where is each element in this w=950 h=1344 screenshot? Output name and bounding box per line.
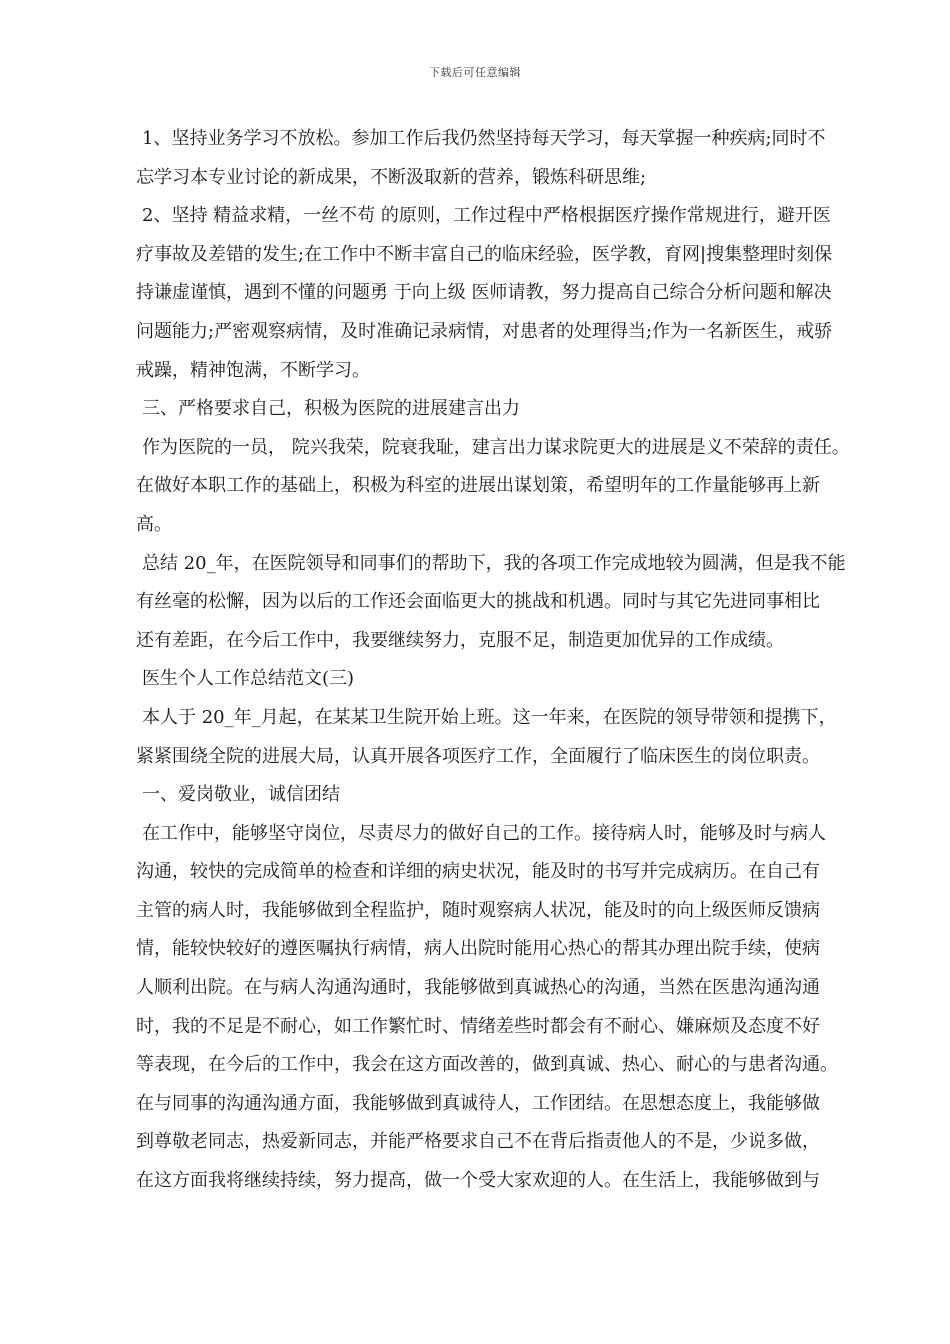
text-line: 还有差距，在今后工作中，我要继续努力，克服不足，制造更加优异的工作成绩。 [136, 629, 784, 651]
text-line: 1、坚持业务学习不放松。参加工作后我仍然坚持每天学习，每天掌握一种疾病;同时不 [142, 128, 826, 149]
text-line: 在工作中，能够坚守岗位，尽责尽力的做好自己的工作。接待病人时，能够及时与病人 [142, 822, 826, 844]
text-line: 在这方面我将继续持续，努力提高，做一个受大家欢迎的人。在生活上，我能够做到与 [136, 1170, 820, 1192]
text-line: 在做好本职工作的基础上，积极为科室的进展出谋划策，希望明年的工作量能够再上新 [136, 475, 820, 497]
text-line: 疗事故及差错的发生;在工作中不断丰富自己的临床经验，医学教，育网|搜集整理时刻保 [136, 243, 833, 265]
text-line: 等表现，在今后的工作中，我会在这方面改善的，做到真诚、热心、耐心的与患者沟通。 [136, 1054, 838, 1076]
text-line: 有丝毫的松懈，因为以后的工作还会面临更大的挑战和机遇。同时与其它先进同事相比 [136, 591, 820, 613]
text-line: 戒躁，精神饱满，不断学习。 [136, 359, 370, 381]
text-line: 在与同事的沟通沟通方面，我能够做到真诚待人，工作团结。在思想态度上，我能够做 [136, 1092, 820, 1114]
text-line: 情，能较快较好的遵医嘱执行病情，病人出院时能用心热心的帮其办理出院手续，使病 [136, 938, 820, 960]
text-line: 忘学习本专业讨论的新成果，不断汲取新的营养，锻炼科研思维; [136, 166, 647, 188]
text-line: 总结 20_年，在医院领导和同事们的帮助下，我的各项工作完成地较为圆满，但是我不能 [142, 552, 846, 574]
text-line: 高。 [136, 513, 172, 535]
text-line: 时，我的不足是不耐心，如工作繁忙时、情绪差些时都会有不耐心、嫌麻烦及态度不好 [136, 1015, 820, 1037]
text-line: 本人于 20_年_月起，在某某卫生院开始上班。这一年来，在医院的领导带领和提携下， [142, 706, 837, 728]
text-line: 到尊敬老同志，热爱新同志，并能严格要求自己不在背后指责他人的不是，少说多做， [136, 1131, 820, 1153]
page-header: 下载后可任意编辑 [429, 66, 521, 79]
text-line: 沟通，较快的完成简单的检查和详细的病史状况，能及时的书写并完成病历。在自己有 [136, 861, 820, 883]
text-line: 人顺利出院。在与病人沟通沟通时，我能够做到真诚热心的沟通，当然在医患沟通沟通 [136, 977, 820, 999]
text-line: 医生个人工作总结范文(三) [142, 668, 355, 690]
text-line: 紧紧围绕全院的进展大局，认真开展各项医疗工作，全面履行了临床医生的岗位职责。 [136, 745, 820, 767]
text-line: 作为医院的一员， 院兴我荣，院衰我耻，建言出力谋求院更大的进展是义不荣辞的责任。 [142, 436, 850, 458]
text-line: 一、爱岗敬业，诚信团结 [142, 784, 340, 806]
text-line: 2、坚持 精益求精，一丝不苟 的原则，工作过程中严格根据医疗操作常规进行，避开医 [142, 205, 831, 227]
text-line: 问题能力;严密观察病情，及时准确记录病情，对患者的处理得当;作为一名新医生，戒骄 [136, 320, 833, 342]
document-body [136, 120, 886, 1201]
text-line: 持谦虚谨慎，遇到不懂的问题勇 于向上级 医师请教，努力提高自己综合分析问题和解决 [136, 282, 832, 304]
text-line: 主管的病人时，我能够做到全程监护，随时观察病人状况，能及时的向上级医师反馈病 [136, 899, 820, 921]
text-line: 三、严格要求自己，积极为医院的进展建言出力 [142, 398, 520, 420]
